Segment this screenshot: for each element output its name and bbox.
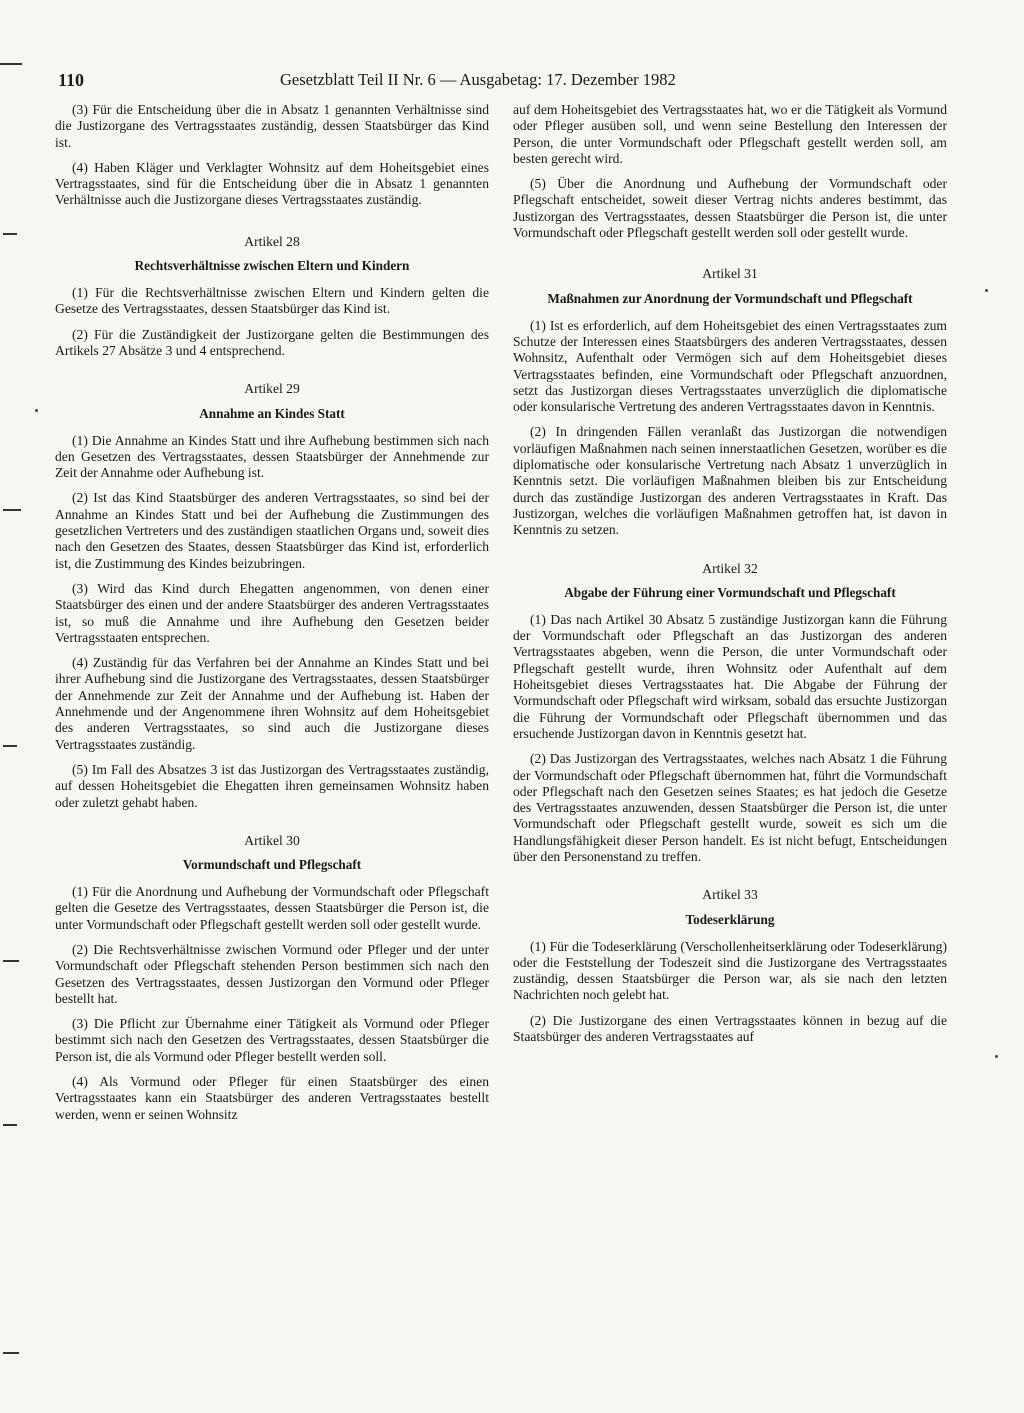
article-title: Maßnahmen zur Anordnung der Vormundschaft und Pflegschaft	[547, 290, 913, 306]
paragraph: (3) Die Pflicht zur Übernahme einer Tätigkeit als Vormund oder Pfleger bestimmt sich nach den Gesetzen des Vertragsstaates, dessen Staatsbürger die Person ist, die als Vormund oder Pfleger bestellt werden soll.	[55, 1016, 489, 1064]
paragraph: (2) Ist das Kind Staatsbürger des anderen Vertragsstaates, so sind bei der Annahme an Kindes Statt und bei der Aufhebung die Zustimmungen des gesetzlichen Vertreters und des zuständigen staatlichen Organs und, soweit dies nach den Gesetzen des Staates, dessen Staatsbürger das Kind ist, erforderlich ist, die Zustimmung des Kindes beizubringen.	[55, 490, 489, 571]
article-title: Vormundschaft und Pflegschaft	[182, 857, 362, 873]
right-column	[513, 102, 947, 1054]
paragraph: (2) Die Justizorgane des einen Vertragsstaates können in bezug auf die Staatsbürger des anderen Vertragsstaates auf	[513, 1012, 947, 1045]
margin-mark	[3, 1352, 19, 1354]
paragraph: (2) Das Justizorgan des Vertragsstaates, welches nach Absatz 1 die Führung der Vormundschaft oder Pflegschaft übernommen hat, führt die Vormundschaft oder Pflegschaft nach den Gesetzen seines Staates; es hat jedoch die Gesetze des Vertragsstaates anzuwenden, dessen Staatsbürger die Person ist, die unter Vormundschaft oder Pflegschaft gestellt wurde, soweit es sich um die Handlungsfähigkeit dieser Person handelt. Es ist nicht befugt, Entscheidungen über den Personenstand zu treffen.	[513, 751, 947, 864]
margin-mark	[3, 960, 19, 962]
article-heading: Artikel 30	[244, 832, 300, 848]
margin-mark	[3, 233, 17, 235]
scan-speck	[995, 1055, 998, 1058]
paragraph: (2) Die Rechtsverhältnisse zwischen Vormund oder Pfleger und der unter Vormundschaft oder Pflegschaft stehenden Person bestimmen sich nach den Gesetzen des Vertragsstaates, dessen Justizorgan den Vormund oder Pfleger bestellt hat.	[55, 941, 489, 1006]
scan-speck	[985, 289, 988, 292]
article-title: Abgabe der Führung einer Vormundschaft und Pflegschaft	[564, 584, 896, 600]
page-number: 110	[58, 70, 85, 90]
paragraph: (5) Im Fall des Absatzes 3 ist das Justizorgan des Vertragsstaates zuständig, auf dessen Hoheitsgebiet die Ehegatten ihren gemeinsamen Wohnsitz haben oder zuletzt gehabt haben.	[55, 761, 489, 810]
article-title: Todeserklärung	[685, 911, 775, 927]
margin-mark	[3, 745, 17, 747]
paragraph: (2) Für die Zuständigkeit der Justizorgane gelten die Bestimmungen des Artikels 27 Absätze 3 und 4 entsprechend.	[55, 326, 489, 358]
article-heading: Artikel 29	[244, 381, 300, 397]
paragraph: (1) Die Annahme an Kindes Statt und ihre Aufhebung bestimmen sich nach den Gesetzen des Vertragsstaates, dessen Staatsbürger der Annehmende zur Zeit der Annahme oder Aufhebung ist.	[55, 432, 489, 481]
article-title: Annahme an Kindes Statt	[199, 405, 345, 421]
paragraph: (5) Über die Anordnung und Aufhebung der Vormundschaft oder Pflegschaft entscheidet, soweit dieser Vertrag nichts anderes bestimmt, das Justizorgan des Vertragsstaates, dessen Staatsbürger die Person ist, die unter Vormundschaft oder Pflegschaft gestellt werden soll oder gestellt wurde.	[513, 176, 947, 241]
paragraph: (3) Für die Entscheidung über die in Absatz 1 genannten Verhältnisse sind die Justizorgane des Vertragsstaates zuständig, dessen Staatsbürger das Kind ist.	[55, 102, 489, 150]
paragraph: (1) Ist es erforderlich, auf dem Hoheitsgebiet des einen Vertragsstaates zum Schutze der Interessen eines Staatsbürgers des anderen Vertragsstaates, dessen Wohnsitz, Aufenthalt oder Vermögen sich auf dem Hoheitsgebiet dieses Vertragsstaates befinden, eine Vormundschaft oder Pflegschaft anzuordnen, setzt das Justizorgan dieses Vertragsstaates unverzüglich die diplomatische oder konsularische Vertretung des anderen Vertragsstaates davon in Kenntnis.	[513, 317, 947, 415]
margin-mark	[3, 509, 21, 511]
article-heading: Artikel 33	[702, 887, 758, 903]
margin-mark	[0, 63, 22, 65]
article-heading: Artikel 31	[702, 266, 758, 282]
paragraph: (1) Das nach Artikel 30 Absatz 5 zuständige Justizorgan kann die Führung der Vormundschaft oder Pflegschaft an das Justizorgan des anderen Vertragsstaates abgeben, wenn die Person, die unter Vormundschaft oder Pflegschaft gestellt wurde, ihren Wohnsitz oder Aufenthalt auf dem Hoheitsgebiet dieses Vertragsstaates hat. Die Abgabe der Führung der Vormundschaft oder Pflegschaft wird wirksam, sobald das ersuchte Justizorgan die Führung der Vormundschaft oder Pflegschaft übernommen und das ersuchende Justizorgan davon in Kenntnis gesetzt hat.	[513, 611, 947, 741]
paragraph: (4) Haben Kläger und Verklagter Wohnsitz auf dem Hoheitsgebiet eines Vertragsstaates, sind für die Entscheidung über die in Absatz 1 genannten Verhältnisse auch die Justizorgane dieses Vertragsstaates zuständig.	[55, 159, 489, 208]
left-column	[55, 102, 489, 1132]
gazette-title: Gesetzblatt Teil II Nr. 6 — Ausgabetag: 17. Dezember 1982	[280, 70, 676, 89]
article-title: Rechtsverhältnisse zwischen Eltern und Kindern	[134, 258, 410, 274]
scan-speck	[35, 409, 38, 412]
paragraph: (3) Wird das Kind durch Ehegatten angenommen, von denen einer Staatsbürger des einen und der andere Staatsbürger des anderen Vertragsstaates ist, so muß die Annahme und ihre Aufhebung den Gesetzen beider Vertragsstaaten entsprechen.	[55, 580, 489, 645]
margin-mark	[3, 1124, 17, 1126]
paragraph: (2) In dringenden Fällen veranlaßt das Justizorgan die notwendigen vorläufigen Maßnahmen nach seinen innerstaatlichen Gesetzen, worüber es die diplomatische oder konsularische Vertretung nach Absatz 1 unverzüglich in Kenntnis setzt. Die vorläufigen Maßnahmen bleiben bis zur Entscheidung durch das zuständige Justizorgan des anderen Vertragsstaates in Kraft. Das Justizorgan, welches die vorläufigen Maßnahmen getroffen hat, ist davon in Kenntnis zu setzen.	[513, 424, 947, 538]
article-heading: Artikel 28	[244, 233, 300, 249]
paragraph: (4) Zuständig für das Verfahren bei der Annahme an Kindes Statt und bei ihrer Aufhebung sind die Justizorgane des Vertragsstaates, dessen Staatsbürger der Annehmende zur Zeit der Annahme und der Aufhebung ist. Haben der Annehmende und der Angenommene ihren Wohnsitz auf dem Hoheitsgebiet des anderen Vertragsstaates, so sind auch die Justizorgane dieses Vertragsstaates zuständig.	[55, 655, 489, 752]
page-header	[58, 70, 948, 94]
article-heading: Artikel 32	[702, 560, 758, 576]
paragraph-continued: auf dem Hoheitsgebiet des Vertragsstaates hat, wo er die Tätigkeit als Vormund oder Pfleger ausüben soll, und wenn seine Bestellung den Interessen der Person, die unter Vormundschaft oder Pflegschaft gestellt werden soll, am besten gerecht wird.	[513, 102, 947, 166]
paragraph: (4) Als Vormund oder Pfleger für einen Staatsbürger des einen Vertragsstaates kann ein Staatsbürger des anderen Vertragsstaates bestellt werden, wenn er seinen Wohnsitz	[55, 1074, 489, 1122]
paragraph: (1) Für die Todeserklärung (Verschollenheitserklärung oder Todeserklärung) oder die Feststellung der Todeszeit sind die Justizorgane des Vertragsstaates zuständig, dessen Staatsbürger die Person war, als sie nach den letzten Nachrichten noch gelebt hat.	[513, 938, 947, 1003]
paragraph: (1) Für die Rechtsverhältnisse zwischen Eltern und Kindern gelten die Gesetze des Vertragsstaates, dessen Staatsbürger das Kind ist.	[55, 285, 489, 317]
paragraph: (1) Für die Anordnung und Aufhebung der Vormundschaft oder Pflegschaft gelten die Gesetze des Vertragsstaates, dessen Staatsbürger die Person ist, die unter Vormundschaft oder Pflegschaft gestellt werden soll oder gestellt wurde.	[55, 884, 489, 932]
